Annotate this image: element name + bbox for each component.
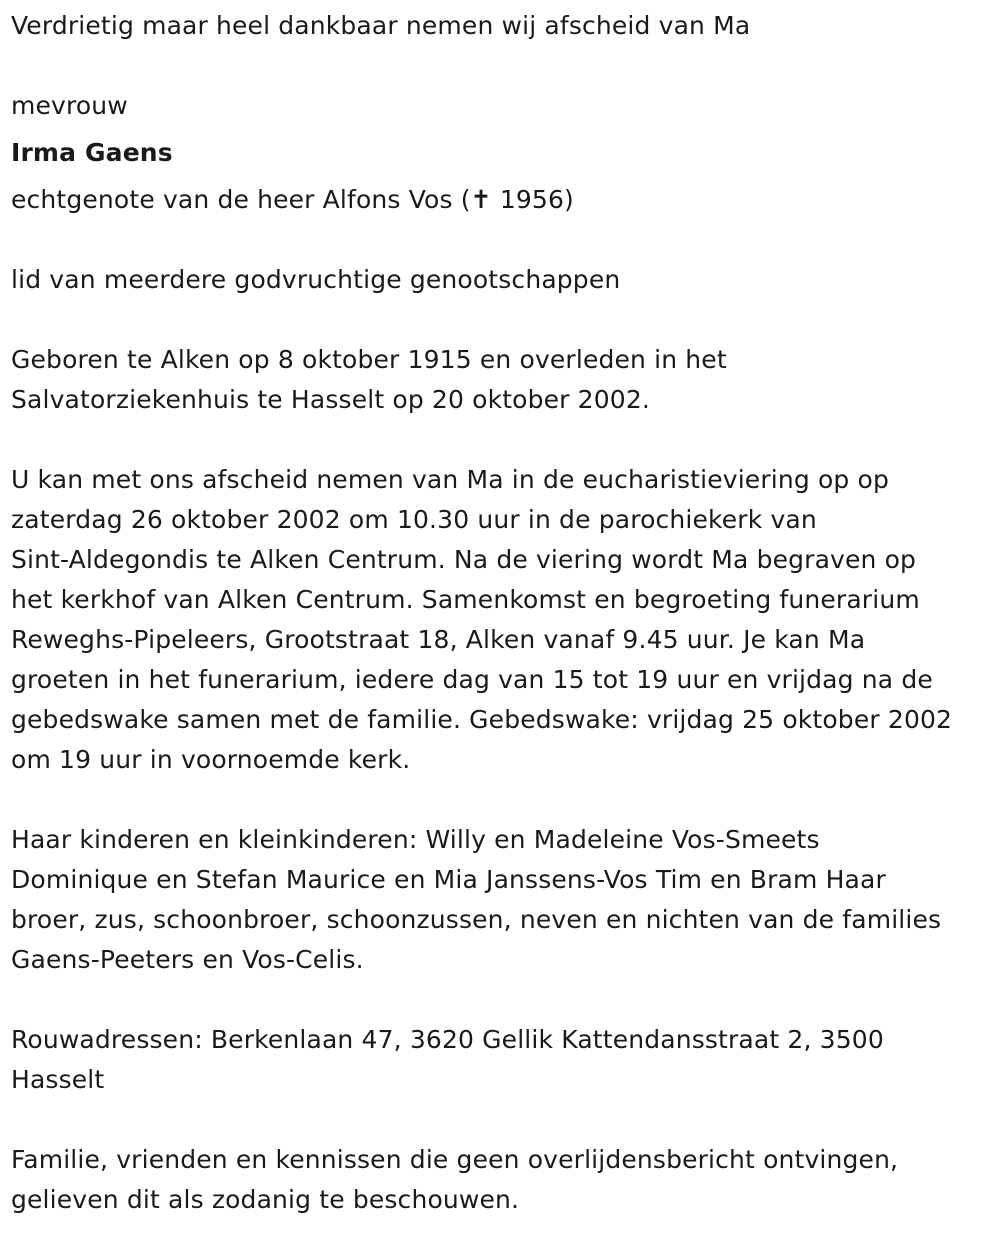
paragraph-line: U kan met ons afscheid nemen van Ma in de eucharistieviering op op [11,465,889,494]
paragraph-line: om 19 uur in voornoemde kerk. [11,745,411,774]
paragraph-line: Salvatorziekenhuis te Hasselt op 20 oktober 2002. [11,385,651,414]
spacer [11,300,996,340]
spacer [11,1100,996,1140]
paragraph-line: broer, zus, schoonbroer, schoonzussen, neven en nichten van de families [11,905,942,934]
ceremony-paragraph [11,460,996,780]
membership-text: lid van meerdere godvruchtige genootschappen [11,265,621,294]
spacer [11,220,996,260]
paragraph-line: gelieven dit als zodanig te beschouwen. [11,1185,520,1214]
family-paragraph [11,820,996,980]
addresses-paragraph [11,1020,996,1100]
paragraph-line: Rouwadressen: Berkenlaan 47, 3620 Gellik Kattendansstraat 2, 3500 [11,1025,884,1054]
deceased-name: Irma Gaens [11,138,173,167]
paragraph-line: Haar kinderen en kleinkinderen: Willy en Madeleine Vos-Smeets [11,825,820,854]
spacer [11,46,996,86]
paragraph-line: Sint-Aldegondis te Alken Centrum. Na de viering wordt Ma begraven op [11,545,917,574]
spacer [11,420,996,460]
paragraph-line: groeten in het funerarium, iedere dag van 15 tot 19 uur en vrijdag na de [11,665,933,694]
paragraph-line: Gaens-Peeters en Vos-Celis. [11,945,364,974]
birth-death-paragraph [11,340,996,420]
closing-paragraph [11,1140,996,1220]
paragraph-line: Hasselt [11,1065,105,1094]
death-notice [11,6,996,1220]
paragraph-line: Dominique en Stefan Maurice en Mia Janssens-Vos Tim en Bram Haar [11,865,886,894]
paragraph-line: het kerkhof van Alken Centrum. Samenkomst en begroeting funerarium [11,585,920,614]
paragraph-line: Geboren te Alken op 8 oktober 1915 en overleden in het [11,345,727,374]
spacer [11,980,996,1020]
paragraph-line: zaterdag 26 oktober 2002 om 10.30 uur in de parochiekerk van [11,505,817,534]
paragraph-line: gebedswake samen met de familie. Gebedswake: vrijdag 25 oktober 2002 [11,705,953,734]
paragraph-line: Familie, vrienden en kennissen die geen overlijdensbericht ontvingen, [11,1145,899,1174]
spouse-text: echtgenote van de heer Alfons Vos (✝ 1956) [11,185,574,214]
spacer [11,780,996,820]
salutation-text: mevrouw [11,91,128,120]
paragraph-line: Reweghs-Pipeleers, Grootstraat 18, Alken vanaf 9.45 uur. Je kan Ma [11,625,866,654]
intro-text: Verdrietig maar heel dankbaar nemen wij afscheid van Ma [11,11,751,40]
